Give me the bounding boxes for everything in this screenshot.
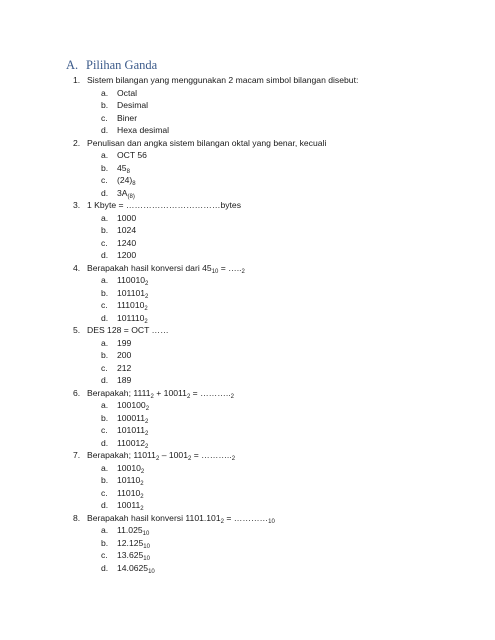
option-letter: a.: [101, 150, 109, 160]
section-letter: A.: [66, 58, 79, 72]
option-value: 200: [117, 350, 132, 360]
option-subscript: 10: [143, 543, 150, 550]
option-list: [73, 524, 473, 574]
answer-option: [101, 349, 473, 362]
answer-option: [101, 562, 473, 575]
answer-option: [101, 287, 473, 300]
option-text: [117, 499, 144, 512]
option-letter: d.: [101, 375, 109, 385]
option-letter: a.: [101, 525, 109, 535]
question-subscript: 2: [150, 393, 154, 400]
option-letter: d.: [101, 125, 109, 135]
option-text: [117, 424, 148, 437]
question-subscript: 2: [231, 456, 236, 462]
question-item: [73, 199, 473, 262]
question-text-part: + 10011: [153, 387, 187, 398]
option-value: Desimal: [117, 100, 149, 110]
question-text: [87, 387, 234, 400]
question-number: 2.: [73, 137, 81, 148]
question-subscript: 2: [186, 393, 191, 400]
option-list: [73, 399, 473, 449]
option-subscript: 2: [145, 418, 149, 425]
question-number: 7.: [73, 450, 81, 460]
option-text: [117, 237, 136, 250]
answer-option: [101, 99, 473, 112]
option-text: [117, 187, 135, 200]
option-value: 10011: [117, 500, 141, 510]
answer-option: [101, 224, 473, 237]
answer-option: [101, 112, 473, 125]
option-letter: a.: [101, 400, 109, 410]
option-text: [117, 299, 148, 312]
option-letter: a.: [101, 212, 109, 223]
question-line: [73, 74, 473, 87]
option-text: [117, 549, 150, 562]
option-value: 212: [117, 362, 132, 373]
question-number: 6.: [73, 387, 81, 398]
question-line: [73, 449, 473, 462]
question-item: [73, 262, 473, 325]
question-subscript: 2: [241, 268, 245, 275]
option-subscript: (8): [127, 193, 135, 200]
option-text: [117, 562, 155, 575]
option-text: [117, 174, 136, 187]
answer-option: [101, 337, 473, 350]
question-text: [87, 262, 245, 275]
question-text-part: 1 Kbyte = ……………………………bytes: [87, 200, 242, 210]
option-value: Biner: [117, 112, 138, 123]
question-item: [73, 324, 473, 387]
option-letter: a.: [101, 462, 109, 473]
answer-option: [101, 537, 473, 550]
option-subscript: 2: [140, 506, 144, 512]
option-text: [117, 162, 130, 175]
option-value: 45: [117, 162, 127, 173]
question-line: [73, 137, 473, 150]
option-subscript: 2: [140, 493, 144, 500]
option-value: 100100: [117, 400, 146, 410]
option-subscript: 2: [140, 468, 145, 475]
option-letter: c.: [101, 425, 108, 435]
option-subscript: 2: [145, 443, 149, 450]
option-subscript: 2: [145, 406, 150, 412]
option-letter: a.: [101, 337, 109, 348]
option-text: [117, 362, 131, 375]
answer-option: [101, 462, 473, 475]
option-list: [73, 274, 473, 324]
option-text: [117, 312, 148, 325]
option-subscript: 2: [145, 431, 149, 437]
question-item: [73, 74, 473, 137]
question-text-part: = ………..: [191, 450, 232, 460]
question-number: 4.: [73, 262, 81, 273]
option-value: Hexa desimal: [117, 125, 170, 135]
option-letter: a.: [101, 275, 109, 285]
answer-option: [101, 149, 473, 162]
section-title-text: Pilihan Ganda: [86, 58, 158, 72]
option-value: 110010: [117, 275, 146, 285]
answer-option: [101, 549, 473, 562]
option-value: 110012: [117, 437, 146, 448]
option-letter: d.: [101, 437, 109, 448]
question-item: [73, 512, 473, 575]
option-letter: d.: [101, 562, 109, 573]
option-text: [117, 412, 148, 425]
answer-option: [101, 87, 473, 100]
option-letter: a.: [101, 87, 109, 98]
question-text-part: Berapakah; 11011: [87, 450, 156, 460]
option-letter: d.: [101, 187, 109, 198]
option-subscript: 2: [140, 481, 144, 487]
option-letter: b.: [101, 225, 109, 235]
question-line: [73, 324, 473, 337]
option-value: (24): [117, 175, 133, 185]
option-value: 11010: [117, 487, 141, 498]
question-text-part: = …………: [223, 512, 269, 523]
option-text: [117, 374, 131, 387]
question-line: [73, 512, 473, 525]
option-value: OCT 56: [117, 150, 147, 160]
option-subscript: 2: [144, 318, 148, 325]
option-letter: b.: [101, 350, 109, 360]
question-item: [73, 449, 473, 512]
answer-option: [101, 299, 473, 312]
answer-option: [101, 424, 473, 437]
option-text: [117, 224, 136, 237]
question-text: [87, 199, 241, 212]
option-list: [73, 337, 473, 387]
option-letter: d.: [101, 500, 109, 510]
section-heading: [66, 58, 157, 73]
option-letter: c.: [101, 300, 108, 310]
question-item: [73, 137, 473, 200]
option-letter: c.: [101, 362, 108, 373]
option-subscript: 8: [126, 168, 130, 175]
option-text: [117, 537, 150, 550]
option-letter: c.: [101, 237, 108, 248]
option-text: [117, 474, 144, 487]
question-text-part: DES 128 = OCT ……: [87, 325, 169, 335]
option-value: 1200: [117, 250, 137, 260]
option-value: 10110: [117, 475, 141, 485]
question-line: [73, 387, 473, 400]
option-text: [117, 112, 137, 125]
option-text: [117, 149, 147, 162]
option-text: [117, 124, 169, 137]
question-subscript: 10: [211, 268, 219, 275]
option-subscript: 2: [144, 306, 148, 312]
question-subscript: 10: [268, 518, 275, 525]
option-text: [117, 212, 136, 225]
option-value: 11.025: [117, 525, 143, 535]
question-text: [87, 449, 235, 462]
option-text: [117, 462, 144, 475]
option-text: [117, 287, 148, 300]
option-text: [117, 437, 148, 450]
question-subscript: 2: [220, 518, 224, 525]
answer-option: [101, 362, 473, 375]
question-text-part: – 1001: [159, 450, 188, 460]
answer-option: [101, 212, 473, 225]
option-letter: c.: [101, 112, 108, 123]
question-text: [87, 137, 326, 150]
question-item: [73, 387, 473, 450]
question-line: [73, 199, 473, 212]
option-text: [117, 337, 131, 350]
question-text: [87, 512, 275, 525]
option-letter: c.: [101, 175, 108, 185]
option-subscript: 2: [145, 293, 149, 300]
question-text-part: Berapakah; 1111: [87, 387, 151, 398]
option-list: [73, 87, 473, 137]
option-text: [117, 87, 137, 100]
option-letter: b.: [101, 162, 109, 173]
option-list: [73, 462, 473, 512]
answer-option: [101, 162, 473, 175]
question-text-part: Berapakah hasil konversi dari 45: [87, 262, 212, 273]
answer-option: [101, 487, 473, 500]
question-number: 1.: [73, 75, 81, 85]
option-value: Octal: [117, 87, 138, 98]
answer-option: [101, 237, 473, 250]
question-number: 3.: [73, 200, 81, 210]
option-text: [117, 249, 136, 262]
option-value: 12.125: [117, 537, 144, 548]
answer-option: [101, 124, 473, 137]
answer-option: [101, 499, 473, 512]
option-value: 101011: [117, 425, 146, 435]
question-text-part: = ………..: [190, 387, 231, 398]
option-value: 1000: [117, 212, 137, 223]
question-text-part: Berapakah hasil konversi 1101.101: [87, 512, 221, 523]
option-subscript: 10: [148, 568, 155, 575]
option-letter: b.: [101, 537, 109, 548]
answer-option: [101, 399, 473, 412]
option-list: [73, 149, 473, 199]
option-subscript: 10: [142, 531, 150, 537]
question-text: [87, 74, 358, 87]
answer-option: [101, 274, 473, 287]
question-subscript: 2: [188, 456, 192, 462]
option-value: 199: [117, 337, 132, 348]
option-text: [117, 274, 148, 287]
option-subscript: 10: [143, 556, 150, 562]
option-value: 1240: [117, 237, 137, 248]
option-value: 1024: [117, 225, 137, 235]
question-number: 5.: [73, 325, 81, 335]
option-letter: d.: [101, 250, 109, 260]
question-subscript: 2: [155, 456, 160, 462]
question-text-part: Penulisan dan angka sistem bilangan oktal yang benar, kecuali: [87, 137, 327, 148]
question-line: [73, 262, 473, 275]
option-letter: b.: [101, 475, 109, 485]
question-text-part: = …..: [218, 262, 242, 273]
option-value: 101101: [117, 287, 146, 298]
answer-option: [101, 474, 473, 487]
option-letter: c.: [101, 487, 108, 498]
answer-option: [101, 249, 473, 262]
answer-option: [101, 374, 473, 387]
option-list: [73, 212, 473, 262]
option-subscript: 8: [132, 181, 136, 187]
option-subscript: 2: [145, 281, 149, 287]
option-letter: b.: [101, 412, 109, 423]
option-value: 189: [117, 375, 132, 385]
option-text: [117, 487, 144, 500]
option-letter: c.: [101, 550, 108, 560]
answer-option: [101, 174, 473, 187]
option-value: 100011: [117, 412, 146, 423]
question-list: [73, 74, 473, 574]
option-text: [117, 399, 149, 412]
answer-option: [101, 187, 473, 200]
option-value: 13.625: [117, 550, 144, 560]
option-text: [117, 99, 148, 112]
answer-option: [101, 437, 473, 450]
option-letter: b.: [101, 100, 109, 110]
option-value: 101110: [117, 312, 145, 323]
question-number: 8.: [73, 512, 81, 523]
option-value: 3A: [117, 187, 128, 198]
answer-option: [101, 412, 473, 425]
answer-option: [101, 524, 473, 537]
option-value: 111010: [117, 300, 145, 310]
question-subscript: 2: [230, 393, 234, 400]
option-value: 10010: [117, 462, 141, 473]
answer-option: [101, 312, 473, 325]
question-text: [87, 324, 169, 337]
option-letter: d.: [101, 312, 109, 323]
question-text-part: Sistem bilangan yang menggunakan 2 macam simbol bilangan disebut:: [87, 75, 359, 85]
option-value: 14.0625: [117, 562, 149, 573]
option-text: [117, 349, 131, 362]
option-letter: b.: [101, 287, 109, 298]
option-text: [117, 524, 149, 537]
